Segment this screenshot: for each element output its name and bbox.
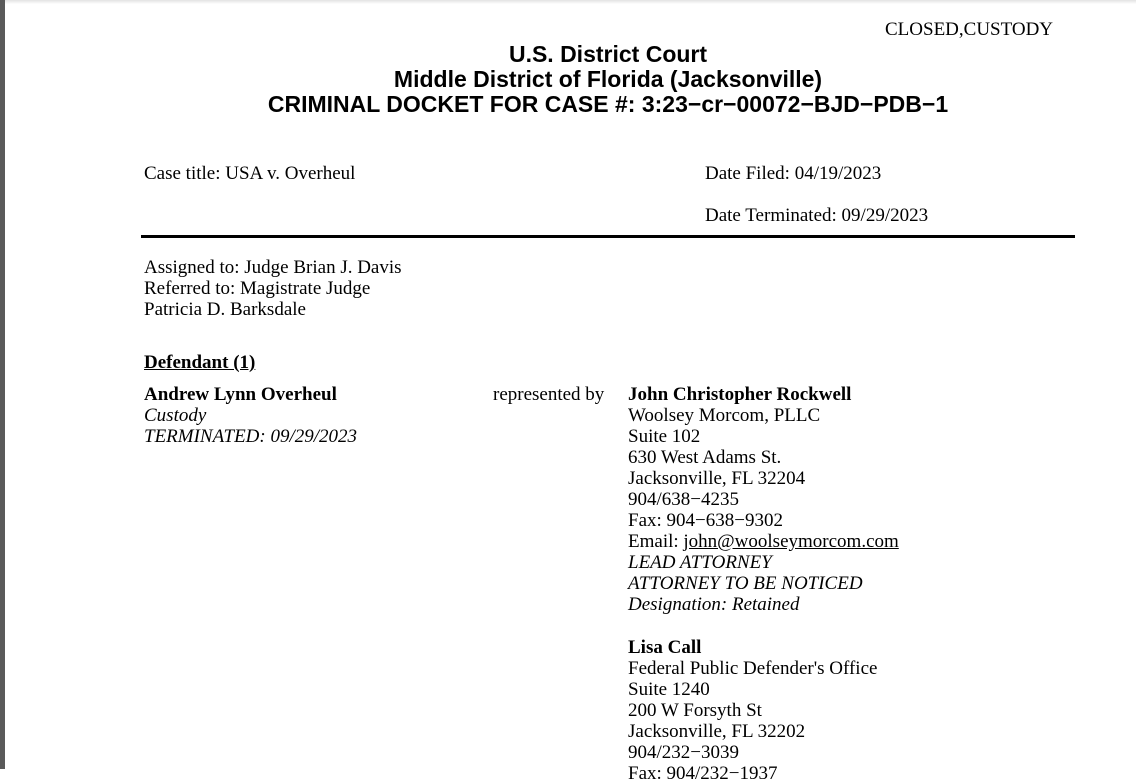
referred-judge-line1: Referred to: Magistrate Judge	[144, 278, 371, 299]
attorney-fax: Fax: 904−638−9302	[628, 510, 783, 531]
case-title: Case title: USA v. Overheul	[144, 163, 356, 184]
attorney-role-notice: ATTORNEY TO BE NOTICED	[628, 573, 863, 594]
defendant-heading: Defendant (1)	[144, 352, 256, 373]
attorney-name: John Christopher Rockwell	[628, 384, 852, 405]
defendant-name: Andrew Lynn Overheul	[144, 384, 337, 405]
attorney-rockwell	[628, 384, 899, 615]
court-name: U.S. District Court	[508, 41, 708, 67]
header-divider	[141, 235, 1075, 238]
attorney-suite: Suite 1240	[628, 679, 710, 700]
email-label: Email:	[628, 531, 684, 552]
viewer-top-shadow	[5, 0, 1136, 4]
attorney-firm: Woolsey Morcom, PLLC	[628, 405, 821, 426]
attorney-city: Jacksonville, FL 32204	[628, 468, 806, 489]
attorney-phone: 904/232−3039	[628, 742, 739, 763]
attorney-role-lead: LEAD ATTORNEY	[628, 552, 772, 573]
case-flags: CLOSED,CUSTODY	[885, 19, 1054, 40]
defendant-block	[144, 384, 357, 447]
attorney-designation: Designation: Retained	[628, 594, 800, 615]
docket-title: CRIMINAL DOCKET FOR CASE #: 3:23−cr−00072−BJD−PDB−1	[267, 91, 949, 117]
district-name: Middle District of Florida (Jacksonville)	[393, 66, 823, 92]
attorney-fax-partial: Fax: 904/232−1937	[628, 763, 778, 784]
referred-judge-line2: Patricia D. Barksdale	[144, 299, 306, 320]
attorney-street: 200 W Forsyth St	[628, 700, 762, 721]
attorney-email-line	[628, 531, 899, 552]
assignment-block	[144, 257, 402, 320]
attorney-call	[628, 637, 877, 763]
attorney-firm: Federal Public Defender's Office	[628, 658, 878, 679]
attorney-name: Lisa Call	[628, 637, 702, 658]
defendant-status: Custody	[144, 405, 207, 426]
represented-by-label: represented by	[493, 384, 605, 405]
attorney-phone: 904/638−4235	[628, 489, 739, 510]
defendant-terminated: TERMINATED: 09/29/2023	[144, 426, 358, 447]
viewer-left-border	[0, 0, 5, 769]
attorney-email-link[interactable]: john@woolseymorcom.com	[683, 531, 899, 552]
attorney-street: 630 West Adams St.	[628, 447, 782, 468]
court-header	[140, 42, 1076, 117]
date-filed: Date Filed: 04/19/2023	[705, 163, 882, 184]
assigned-judge: Assigned to: Judge Brian J. Davis	[144, 257, 402, 278]
attorney-suite: Suite 102	[628, 426, 701, 447]
date-terminated: Date Terminated: 09/29/2023	[705, 205, 929, 226]
attorney-city: Jacksonville, FL 32202	[628, 721, 806, 742]
